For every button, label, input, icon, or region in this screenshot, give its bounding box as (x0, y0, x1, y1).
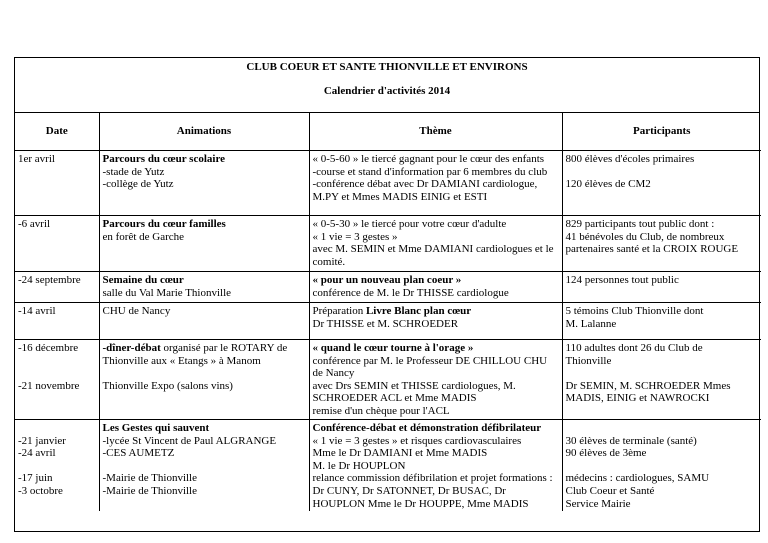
cell-animation: Parcours du cœur familles en forêt de Garche (99, 216, 309, 272)
cell-participants: 124 personnes tout public (562, 272, 761, 303)
cell-date: -21 janvier -24 avril -17 juin -3 octobre (15, 420, 99, 512)
table-row (15, 272, 761, 303)
cell-theme: « 0-5-30 » le tiercé pour votre cœur d'adulte « 1 vie = 3 gestes » avec M. SEMIN et Mme DAMIANI cardiologues et le comité. (309, 216, 562, 272)
cell-animation: Semaine du cœur salle du Val Marie Thionville (99, 272, 309, 303)
document-header (15, 58, 759, 113)
cell-theme: « pour un nouveau plan coeur » conférence de M. le Dr THISSE cardiologue (309, 272, 562, 303)
cell-animation: -dîner-débat organisé par le ROTARY de Thionville aux « Etangs » à Manom Thionville Expo (salons vins) (99, 340, 309, 420)
activity-document (14, 57, 760, 532)
table-row (15, 303, 761, 340)
cell-date: -24 septembre (15, 272, 99, 303)
col-header-participants: Participants (562, 113, 761, 151)
cell-theme: Préparation Livre Blanc plan cœur Dr THISSE et M. SCHROEDER (309, 303, 562, 340)
table-row (15, 151, 761, 216)
cell-animation: Parcours du cœur scolaire -stade de Yutz -collège de Yutz (99, 151, 309, 216)
cell-theme: « 0-5-60 » le tiercé gagnant pour le cœur des enfants -course et stand d'information par 6 membres du club -conférence débat avec Dr DAMIANI cardiologue, M.PY et Mmes MADIS EINIG et ESTI (309, 151, 562, 216)
table-row (15, 216, 761, 272)
cell-date: -16 décembre -21 novembre (15, 340, 99, 420)
table-row (15, 420, 761, 512)
cell-participants: 110 adultes dont 26 du Club de Thionville Dr SEMIN, M. SCHROEDER Mmes MADIS, EINIG et NAWROCKI (562, 340, 761, 420)
cell-date: -6 avril (15, 216, 99, 272)
table-row (15, 340, 761, 420)
cell-participants: 829 participants tout public dont : 41 bénévoles du Club, de nombreux partenaires santé et la CROIX ROUGE (562, 216, 761, 272)
cell-animation: CHU de Nancy (99, 303, 309, 340)
cell-participants: 30 élèves de terminale (santé) 90 élèves de 3ème médecins : cardiologues, SAMU Club Coeur et Santé Service Mairie (562, 420, 761, 512)
activity-table (15, 113, 761, 511)
col-header-date: Date (15, 113, 99, 151)
col-header-animations: Animations (99, 113, 309, 151)
cell-theme: « quand le cœur tourne à l'orage » conférence par M. le Professeur DE CHILLOU CHU de Nancy avec Drs SEMIN et THISSE cardiologues, M. SCHROEDER ACL et Mme MADIS remise d'un chèque pour l'ACL (309, 340, 562, 420)
cell-participants: 5 témoins Club Thionville dont M. Lalanne (562, 303, 761, 340)
cell-participants: 800 élèves d'écoles primaires 120 élèves de CM2 (562, 151, 761, 216)
col-header-theme: Thème (309, 113, 562, 151)
document-title: CLUB COEUR ET SANTE THIONVILLE ET ENVIRONS (246, 61, 528, 73)
cell-animation: Les Gestes qui sauvent -lycée St Vincent de Paul ALGRANGE -CES AUMETZ -Mairie de Thionville -Mairie de Thionville (99, 420, 309, 512)
table-header-row (15, 113, 761, 151)
cell-theme: Conférence-débat et démonstration défibrilateur « 1 vie = 3 gestes » et risques cardiovasculaires Mme le Dr DAMIANI et Mme MADIS M. le Dr HOUPLON relance commission défibrilation et projet formations : Dr CUNY, Dr SATONNET, Dr BUSAC, Dr HOUPLON Mme le Dr HOUPPE, Mme MADIS (309, 420, 562, 512)
cell-date: 1er avril (15, 151, 99, 216)
cell-date: -14 avril (15, 303, 99, 340)
document-subtitle: Calendrier d'activités 2014 (323, 85, 451, 97)
